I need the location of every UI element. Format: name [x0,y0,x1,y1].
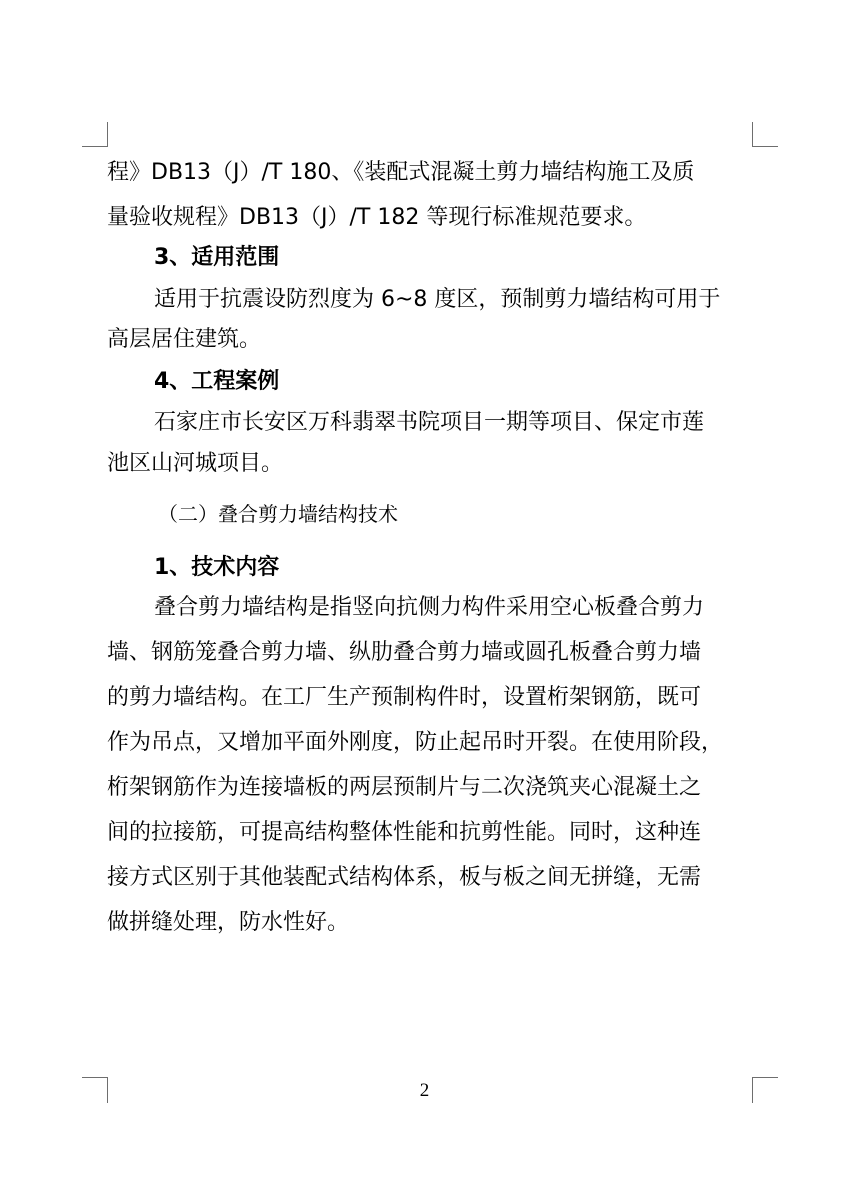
body-line: 接方式区别于其他装配式结构体系，板与板之间无拼缝，无需 [107,865,702,890]
body-line: 叠合剪力墙结构是指竖向抗侧力构件采用空心板叠合剪力 [154,595,705,620]
subsection-title: （二）叠合剪力墙结构技术 [158,502,398,526]
body-line: 石家庄市长安区万科翡翠书院项目一期等项目、保定市莲 [154,410,705,435]
body-line: 间的拉接筋，可提高结构整体性能和抗剪性能。同时，这种连 [107,820,702,845]
body-line: 做拼缝处理，防水性好。 [107,910,350,935]
body-line: 墙、钢筋笼叠合剪力墙、纵肋叠合剪力墙或圆孔板叠合剪力墙 [107,640,702,665]
section-heading: 4、工程案例 [154,369,280,394]
page-number: 2 [419,1080,430,1101]
body-line: 作为吊点，又增加平面外刚度，防止起吊时开裂。在使用阶段， [107,730,724,755]
body-line: 池区山河城项目。 [107,451,284,476]
body-line: 适用于抗震设防烈度为 6~8 度区，预制剪力墙结构可用于 [154,287,721,312]
body-line: 程》DB13（J）/T 180、《装配式混凝土剪力墙结构施工及质 [107,160,695,185]
body-line: 的剪力墙结构。在工厂生产预制构件时，设置桁架钢筋，既可 [107,685,702,710]
body-line: 高层居住建筑。 [107,327,262,352]
section-heading: 1、技术内容 [154,555,280,580]
section-heading: 3、适用范围 [154,245,280,270]
body-line: 桁架钢筋作为连接墙板的两层预制片与二次浇筑夹心混凝土之 [107,775,702,800]
body-line: 量验收规程》DB13（J）/T 182 等现行标准规范要求。 [107,205,647,230]
